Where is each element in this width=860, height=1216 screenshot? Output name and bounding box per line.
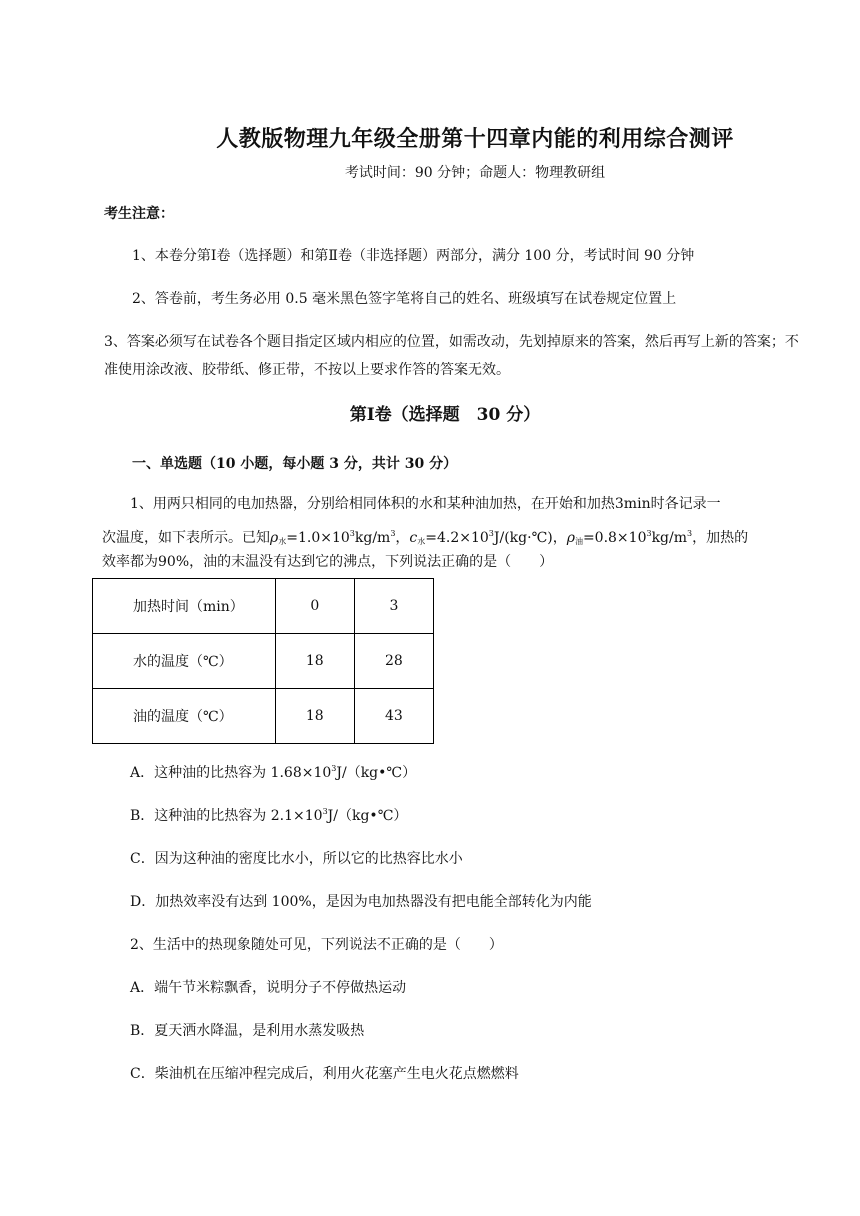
q1-exp-4: 3 (646, 529, 652, 538)
table-cell: 18 (275, 634, 354, 689)
table-cell: 3 (354, 579, 433, 634)
q1-exp-1: 3 (349, 529, 355, 538)
rho-oil-symbol: ρ (566, 530, 575, 546)
notice-item-3-text: 3、答案必须写在试卷各个题目指定区域内相应的位置，如需改动，先划掉原来的答案，然后再写上新的答案；不准使用涂改液、胶带纸、修正带，不按以上要求作答的答案无效。 (104, 334, 799, 378)
q1-line-2-text: 次温度，如下表所示。已知 (102, 530, 270, 546)
q1-option-c: C．因为这种油的密度比水小，所以它的比热容比水小 (130, 851, 463, 867)
q1-line-2: 次温度，如下表所示。已知$\rho_水=1.0\times 10^3kg/m^3$，$c_水=4.2\times 10^3J/(kg\cdot℃)$，$\rho_油=0.8\times 10^3kg/m^3$，加热的 (102, 529, 749, 546)
table-cell: 0 (275, 579, 354, 634)
q2-option-c: C．柴油机在压缩冲程完成后，利用火花塞产生电火花点燃燃料 (130, 1066, 519, 1082)
q1-option-b-exp: 3 (322, 807, 328, 816)
q1-option-a-exp: 3 (331, 764, 337, 773)
q1-exp-2: 3 (390, 529, 396, 538)
table-cell: 水的温度（℃） (93, 634, 276, 689)
table-cell: 加热时间（min） (93, 579, 276, 634)
notice-item-1: 1、本卷分第Ⅰ卷（选择题）和第Ⅱ卷（非选择题）两部分，满分 100 分，考试时间 90 分钟 (132, 248, 695, 264)
q1-option-a (130, 762, 416, 782)
q1-line-1: 1、用两只相同的电加热器，分别给相同体积的水和某种油加热，在开始和加热3min时各记录一 (130, 496, 721, 512)
table-cell: 28 (354, 634, 433, 689)
q2-option-a: A．端午节米粽飘香，说明分子不停做热运动 (130, 980, 407, 996)
q1-option-b-unit: J/（kg•℃） (327, 808, 408, 824)
c-symbol: c (409, 530, 418, 546)
rho-water-symbol: ρ (270, 530, 279, 546)
q1-tail: ，加热的 (692, 530, 749, 546)
page-title: 人教版物理九年级全册第十四章内能的利用综合测评 (216, 126, 734, 152)
q2-stem: 2、生活中的热现象随处可见，下列说法不正确的是（ ） (130, 937, 503, 953)
q1-option-b (130, 805, 407, 825)
page-subtitle: 考试时间：90 分钟；命题人：物理教研组 (344, 165, 606, 181)
q1-option-a-text: A．这种油的比热容为 1.68×10 (130, 765, 332, 781)
q1-unit1: kg/m (354, 530, 391, 546)
table-cell: 43 (354, 689, 433, 744)
notice-heading: 考生注意： (104, 206, 174, 222)
q1-eq2: =4.2×10 (425, 530, 489, 546)
q1-unit2: J/(kg·℃)， (493, 530, 567, 546)
q1-unit3: kg/m (651, 530, 688, 546)
section-title: 第Ⅰ卷（选择题 30 分） (349, 405, 541, 425)
part-heading: 一、单选题（10 小题，每小题 3 分，共计 30 分） (132, 456, 458, 472)
notice-item-2: 2、答卷前，考生务必用 0.5 毫米黑色签字笔将自己的姓名、班级填写在试卷规定位置上 (132, 291, 677, 307)
q1-eq1: =1.0×10 (286, 530, 350, 546)
q1-exp-3: 3 (488, 529, 494, 538)
q1-option-a-unit: J/（kg•℃） (336, 765, 417, 781)
q2-option-b: B．夏天洒水降温，是利用水蒸发吸热 (130, 1023, 365, 1039)
q1-exp-5: 3 (687, 529, 693, 538)
table-cell: 油的温度（℃） (93, 689, 276, 744)
sub-oil: 油 (574, 537, 583, 546)
sub-water-2: 水 (417, 537, 426, 546)
table-row (93, 689, 434, 744)
q1-option-d: D．加热效率没有达到 100%，是因为电加热器没有把电能全部转化为内能 (130, 894, 592, 910)
q1-eq3: =0.8×10 (582, 530, 647, 546)
temperature-table (92, 578, 434, 744)
notice-item-3 (76, 328, 800, 384)
table-cell: 18 (275, 689, 354, 744)
q1-option-b-text: B．这种油的比热容为 2.1×10 (130, 808, 323, 824)
sub-water: 水 (278, 537, 287, 546)
table-row (93, 579, 434, 634)
q1-line-3: 效率都为90%，油的末温没有达到它的沸点，下列说法正确的是（ ） (102, 554, 554, 570)
table-row (93, 634, 434, 689)
